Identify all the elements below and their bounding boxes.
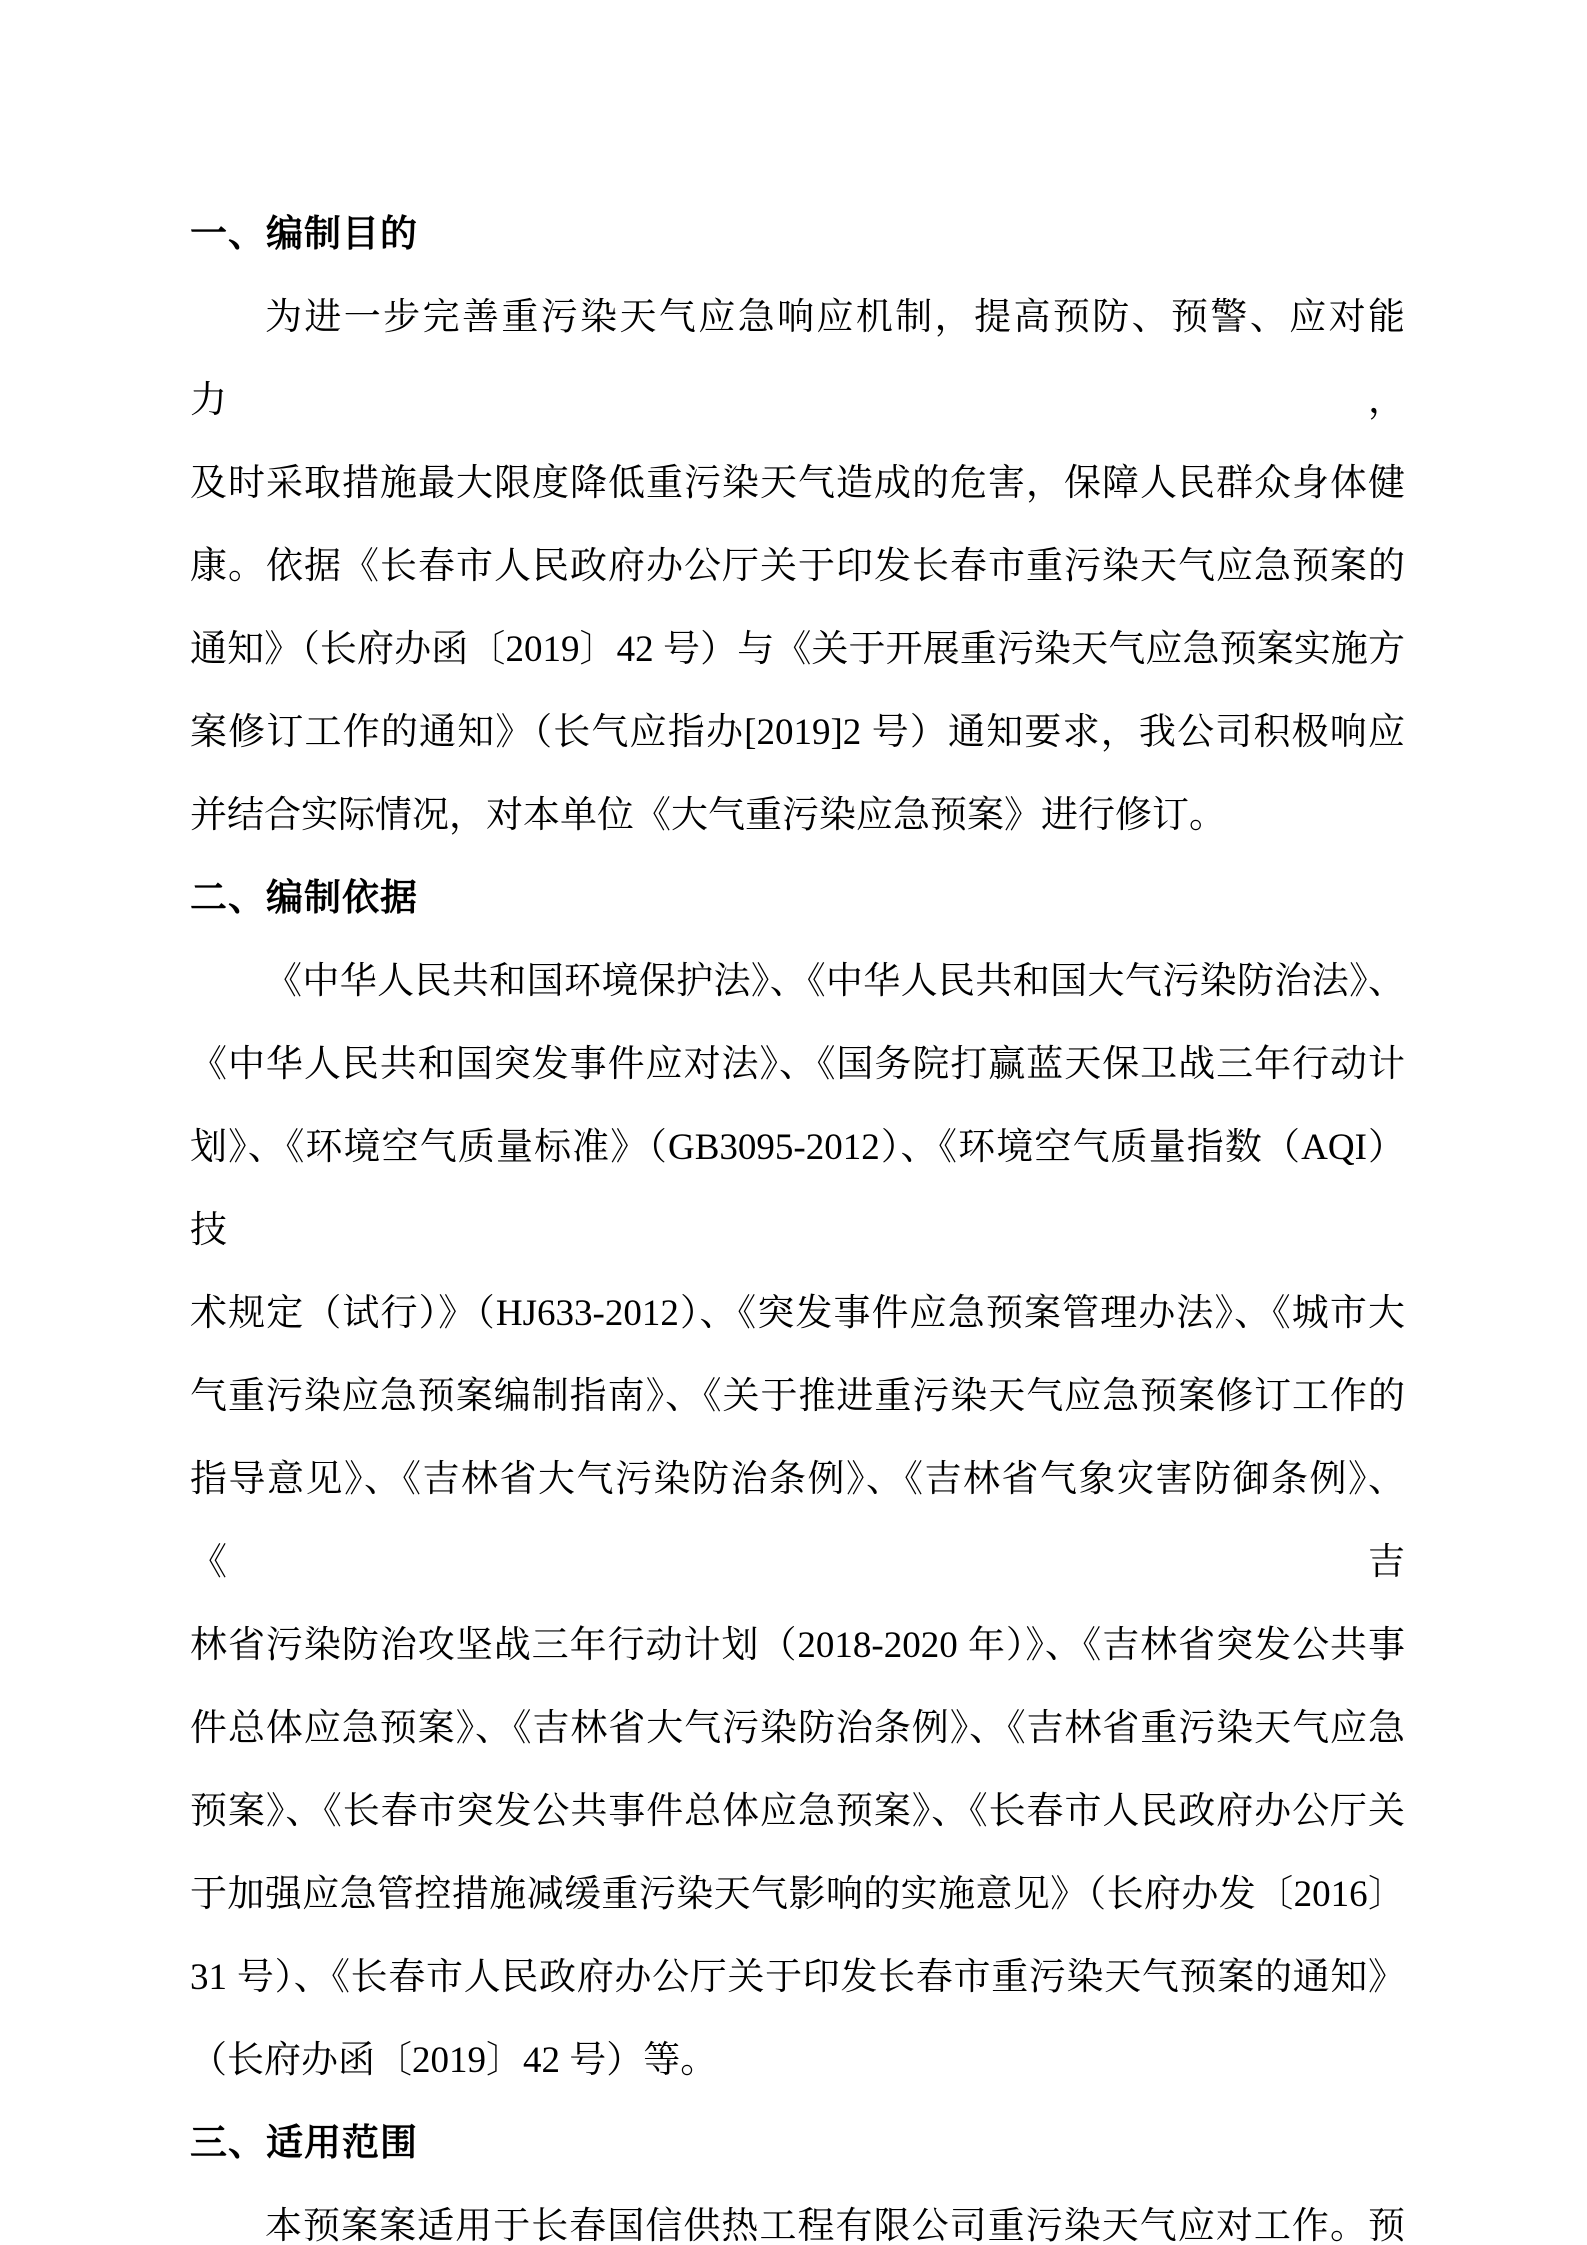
- paragraph-line: 气重污染应急预案编制指南》、《关于推进重污染天气应急预案修订工作的: [190, 1376, 1405, 1417]
- section-basis-heading: 二、编制依据: [190, 878, 418, 919]
- paragraph-line: 本预案案适用于长春国信供热工程有限公司重污染天气应对工作。预: [265, 2206, 1405, 2245]
- section-scope-heading: 三、适用范围: [190, 2123, 418, 2164]
- paragraph-line: 并结合实际情况，对本单位《大气重污染应急预案》进行修订。: [190, 795, 1226, 836]
- paragraph-line: 林省污染防治攻坚战三年行动计划（2018-2020 年）》、《吉林省突发公共事: [190, 1625, 1405, 1666]
- paragraph-line: 为进一步完善重污染天气应急响应机制，提高预防、预警、应对能力，: [190, 297, 1405, 421]
- paragraph-line: 康。依据《长春市人民政府办公厅关于印发长春市重污染天气应急预案的: [190, 546, 1405, 587]
- paragraph-line: 《中华人民共和国环境保护法》、《中华人民共和国大气污染防治法》、: [265, 961, 1405, 1002]
- section-scope: [190, 2102, 1405, 2245]
- section-purpose: [190, 193, 1405, 857]
- paragraph-line: 划》、《环境空气质量标准》（GB3095-2012）、《环境空气质量指数（AQI）技: [190, 1127, 1405, 1251]
- paragraph-line: 通知》（长府办函〔2019〕42 号）与《关于开展重污染天气应急预案实施方: [190, 629, 1405, 670]
- paragraph-line: 件总体应急预案》、《吉林省大气污染防治条例》、《吉林省重污染天气应急: [190, 1708, 1405, 1749]
- paragraph-line: 31 号）、《长春市人民政府办公厅关于印发长春市重污染天气预案的通知》: [190, 1957, 1405, 1998]
- section-basis: [190, 857, 1405, 2102]
- paragraph-line: 案修订工作的通知》（长气应指办[2019]2 号）通知要求，我公司积极响应: [190, 712, 1405, 753]
- paragraph-line: 术规定（试行）》（HJ633-2012）、《突发事件应急预案管理办法》、《城市大: [190, 1293, 1405, 1334]
- paragraph-line: 预案》、《长春市突发公共事件总体应急预案》、《长春市人民政府办公厅关: [190, 1791, 1405, 1832]
- paragraph-line: 《中华人民共和国突发事件应对法》、《国务院打赢蓝天保卫战三年行动计: [190, 1044, 1405, 1085]
- paragraph-line: 于加强应急管控措施减缓重污染天气影响的实施意见》（长府办发〔2016〕: [190, 1874, 1405, 1915]
- paragraph-line: 指导意见》、《吉林省大气污染防治条例》、《吉林省气象灾害防御条例》、《吉: [190, 1459, 1405, 1583]
- section-purpose-heading: 一、编制目的: [190, 214, 418, 255]
- paragraph-line: （长府办函〔2019〕42 号）等。: [190, 2040, 718, 2081]
- paragraph-line: 及时采取措施最大限度降低重污染天气造成的危害，保障人民群众身体健: [190, 463, 1405, 504]
